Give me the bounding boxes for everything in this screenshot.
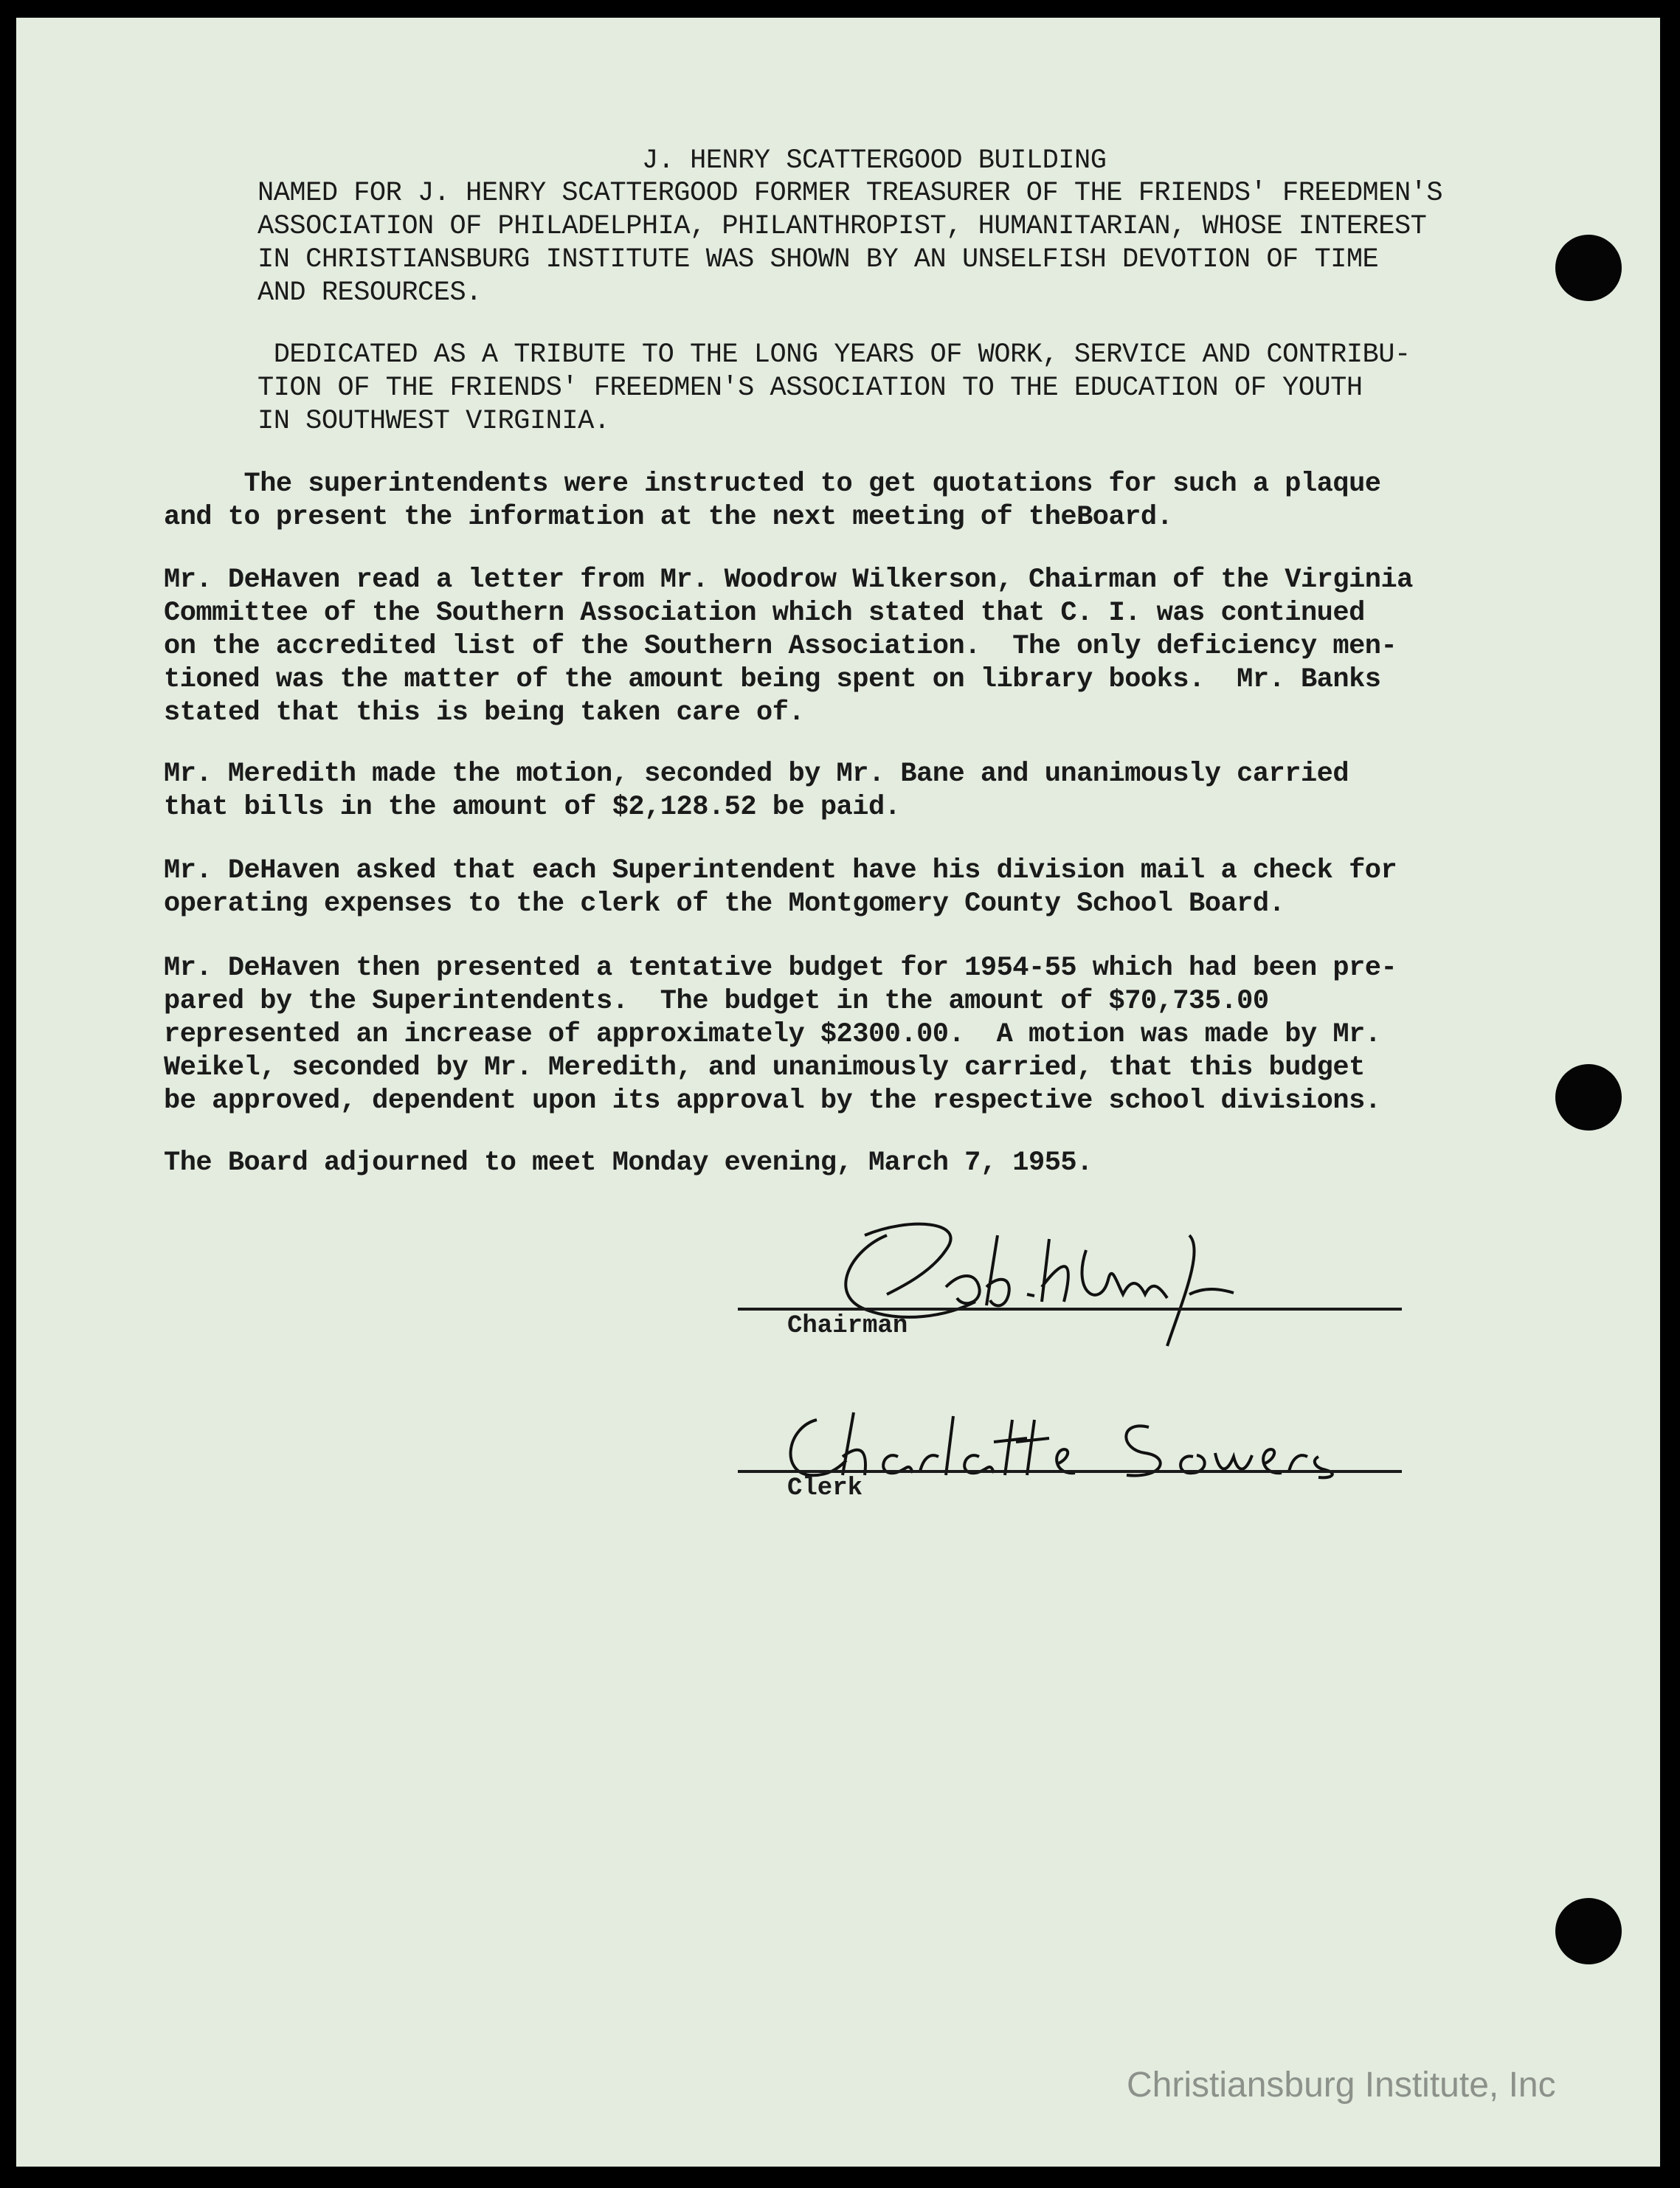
plaque-title: J. HENRY SCATTERGOOD BUILDING: [642, 145, 1107, 176]
minutes-paragraph-plaque-quotations: The superintendents were instructed to get quotations for such a plaque and to present the information at the next meeting of theBoard.: [164, 469, 1381, 533]
document-page: [16, 18, 1660, 2167]
clerk-signature-line: [738, 1470, 1402, 1473]
clerk-label: Clerk: [787, 1474, 863, 1502]
binder-hole-top: [1555, 235, 1622, 301]
minutes-paragraph-accreditation-letter: Mr. DeHaven read a letter from Mr. Woodrow Wilkerson, Chairman of the Virginia Committee of the Southern Association which stated that C. I. was continued on the accredited list of the Southern Association. The only deficiency men- tioned was the matter of the amount being spent on library books. Mr. Banks stated that this is being taken care of.: [164, 565, 1413, 728]
chairman-label: Chairman: [787, 1312, 908, 1340]
minutes-paragraph-bills-motion: Mr. Meredith made the motion, seconded by Mr. Bane and unanimously carried that bills in the amount of $2,128.52 be paid.: [164, 759, 1349, 823]
watermark: Christiansburg Institute, Inc: [1127, 2066, 1556, 2105]
plaque-body: NAMED FOR J. HENRY SCATTERGOOD FORMER TREASURER OF THE FRIENDS' FREEDMEN'S ASSOCIATION OF PHILADELPHIA, PHILANTHROPIST, HUMANITARIAN, WHOSE INTEREST IN CHRISTIANSBURG INSTITUTE WAS SHOWN BY AN UNSELFISH DEVOTION OF TIME AND RESOURCES.: [257, 178, 1443, 308]
binder-hole-middle: [1555, 1064, 1622, 1131]
minutes-paragraph-operating-expenses: Mr. DeHaven asked that each Superintendent have his division mail a check for operating expenses to the clerk of the Montgomery County School Board.: [164, 855, 1397, 919]
binder-hole-bottom: [1555, 1898, 1622, 1964]
chairman-signature-line: [738, 1308, 1402, 1311]
plaque-dedication: DEDICATED AS A TRIBUTE TO THE LONG YEARS OF WORK, SERVICE AND CONTRIBU- TION OF THE FRIENDS' FREEDMEN'S ASSOCIATION TO THE EDUCATION OF YOUTH IN SOUTHWEST VIRGINIA.: [257, 339, 1411, 437]
minutes-paragraph-budget: Mr. DeHaven then presented a tentative budget for 1954-55 which had been pre- pared by the Superintendents. The budget in the amount of $70,735.00 represented an increase of approximately $2300.00. A motion was made by Mr. Weikel, seconded by Mr. Meredith, and unanimously carried, that this budget be approved, dependent upon its approval by the respective school divisions.: [164, 953, 1397, 1117]
minutes-paragraph-adjournment: The Board adjourned to meet Monday evening, March 7, 1955.: [164, 1148, 1093, 1178]
